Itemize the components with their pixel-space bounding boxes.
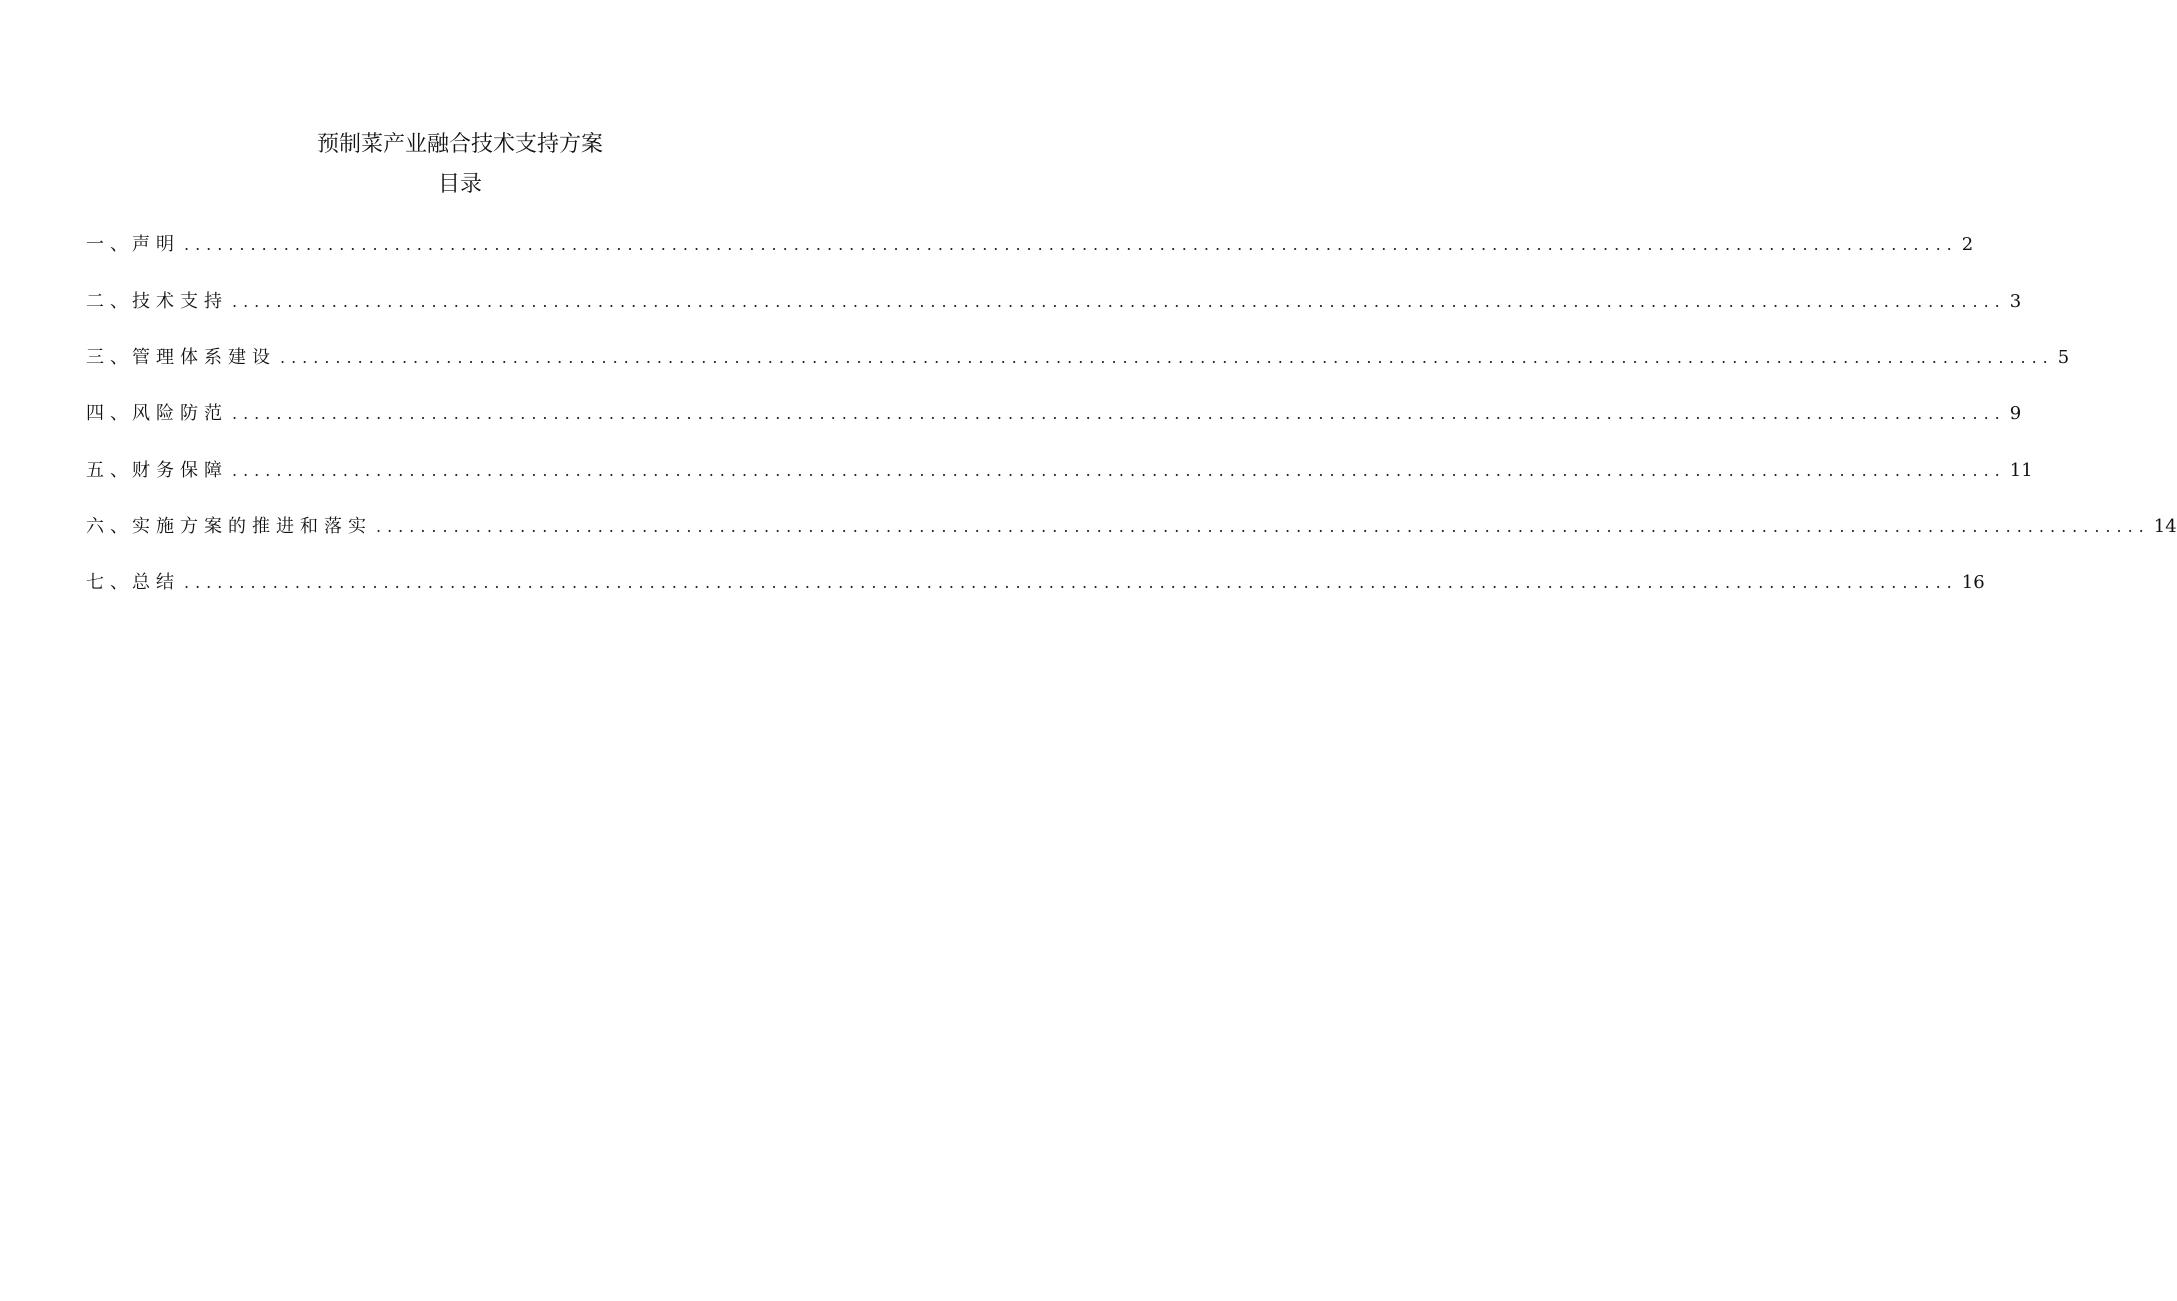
toc-entry-number: 四 (86, 403, 110, 424)
toc-dot-leader: ................................................................................................................................................................ (184, 573, 1958, 592)
toc-heading: 目录 (437, 172, 482, 197)
toc-entry-page-number: 9 (2009, 403, 2022, 424)
toc-entry-separator: 、 (110, 403, 132, 424)
toc-entry-technical-support[interactable] (86, 287, 2022, 317)
toc-entry-label: 总结 (132, 572, 180, 593)
toc-dot-leader: ................................................................................................................................................................ (280, 348, 2054, 367)
toc-dot-leader: ................................................................................................................................................................ (232, 404, 2006, 423)
toc-entry-label: 管理体系建设 (132, 347, 276, 368)
toc-entry-number: 一 (86, 234, 110, 255)
toc-dot-leader: ................................................................................................................................................................ (376, 517, 2150, 536)
toc-entry-label: 风险防范 (132, 403, 228, 424)
toc-entry-page-number: 3 (2009, 291, 2022, 312)
toc-entry-number: 三 (86, 347, 110, 368)
toc-entry-number: 五 (86, 460, 110, 481)
toc-entry-implementation[interactable] (86, 512, 2177, 542)
document-title: 预制菜产业融合技术支持方案 (316, 132, 603, 157)
toc-entry-declaration[interactable] (86, 230, 1974, 260)
toc-entry-risk-prevention[interactable] (86, 399, 2022, 429)
toc-dot-leader: ................................................................................................................................................................ (232, 461, 2006, 480)
toc-entry-label: 声明 (132, 234, 180, 255)
toc-entry-number: 七 (86, 572, 110, 593)
toc-entry-management-system[interactable] (86, 343, 2070, 373)
toc-entry-label: 财务保障 (132, 460, 228, 481)
toc-entry-page-number: 2 (1961, 234, 1974, 255)
toc-entry-number: 六 (86, 516, 110, 537)
toc-entry-separator: 、 (110, 234, 132, 255)
toc-entry-separator: 、 (110, 291, 132, 312)
toc-entry-page-number: 14 (2153, 516, 2177, 537)
toc-dot-leader: ................................................................................................................................................................ (184, 235, 1958, 254)
toc-entry-separator: 、 (110, 516, 132, 537)
toc-entry-page-number: 16 (1961, 572, 1985, 593)
toc-entry-label: 技术支持 (132, 291, 228, 312)
toc-dot-leader: ................................................................................................................................................................ (232, 292, 2006, 311)
toc-entry-separator: 、 (110, 572, 132, 593)
toc-entry-number: 二 (86, 291, 110, 312)
toc-entry-label: 实施方案的推进和落实 (132, 516, 372, 537)
toc-entry-separator: 、 (110, 460, 132, 481)
toc-entry-summary[interactable] (86, 568, 1985, 598)
toc-entry-page-number: 11 (2009, 460, 2033, 481)
toc-entry-page-number: 5 (2057, 347, 2070, 368)
toc-entry-financial-guarantee[interactable] (86, 456, 2033, 486)
toc-entry-separator: 、 (110, 347, 132, 368)
